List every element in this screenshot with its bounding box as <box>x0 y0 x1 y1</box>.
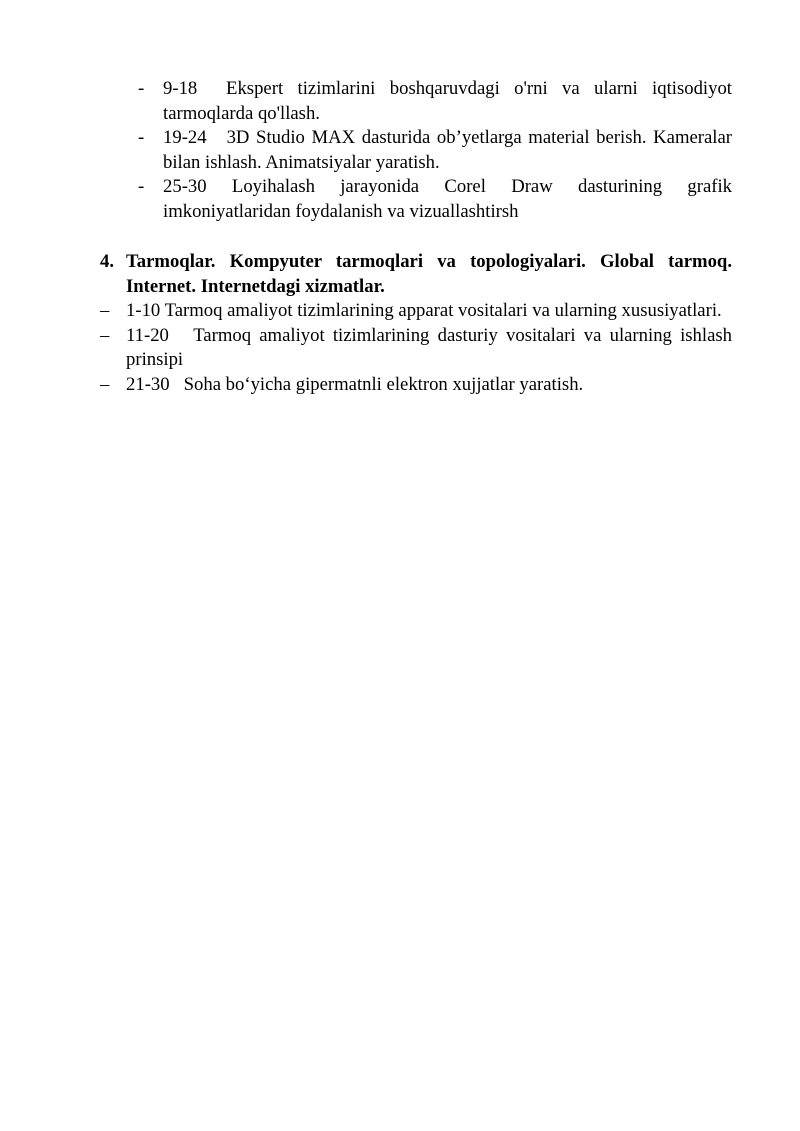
list-item <box>100 299 732 324</box>
list-item-code: 19-24 <box>163 127 207 148</box>
list-item <box>138 175 732 224</box>
list-dash: - <box>138 127 145 148</box>
list-item-code: 1-10 <box>126 300 161 321</box>
list-item <box>138 126 732 175</box>
section-heading <box>100 250 732 299</box>
list-dash: – <box>100 373 110 395</box>
section-title: Tarmoqlar. Kompyuter tarmoqlari va topologiyalari. Global tarmoq. Internet. Internetdagi xizmatlar. <box>126 251 732 297</box>
list-dash: - <box>138 78 145 99</box>
list-item-text: Loyihalash jarayonida Corel Draw dasturining grafik imkoniyatlaridan foydalanish va vizuallashtirsh <box>163 176 732 222</box>
list-item-code: 11-20 <box>126 324 169 346</box>
list-item-text: Soha bo‘yicha gipermatnli elektron xujjatlar yaratish. <box>183 373 584 395</box>
list-item-text: 3D Studio MAX dasturida ob’yetlarga material berish. Kameralar bilan ishlash. Animatsiyalar yaratish. <box>163 127 733 173</box>
list-item-text: Ekspert tizimlarini boshqaruvdagi o'rni va ularni iqtisodiyot tarmoqlarda qo'llash. <box>163 78 732 124</box>
list-item-text: Tarmoq amaliyot tizimlarining apparat vositalari va ularning xususiyatlari. <box>164 300 722 321</box>
list-item-text: Tarmoq amaliyot tizimlarining dasturiy vositalari va ularning ishlash prinsipi <box>126 324 732 370</box>
list-dash: - <box>138 176 145 197</box>
list-item <box>138 77 732 126</box>
list-item-code: 25-30 <box>163 176 207 197</box>
list-item <box>100 373 732 398</box>
section-number: 4. <box>100 251 115 272</box>
list-dash: – <box>100 324 110 346</box>
list-item-code: 21-30 <box>126 373 170 395</box>
section-topic-list <box>100 299 732 397</box>
topic-list <box>138 77 732 224</box>
list-item-code: 9-18 <box>163 78 198 99</box>
list-dash: – <box>100 300 110 321</box>
list-item <box>100 324 732 373</box>
section-4 <box>100 250 732 397</box>
